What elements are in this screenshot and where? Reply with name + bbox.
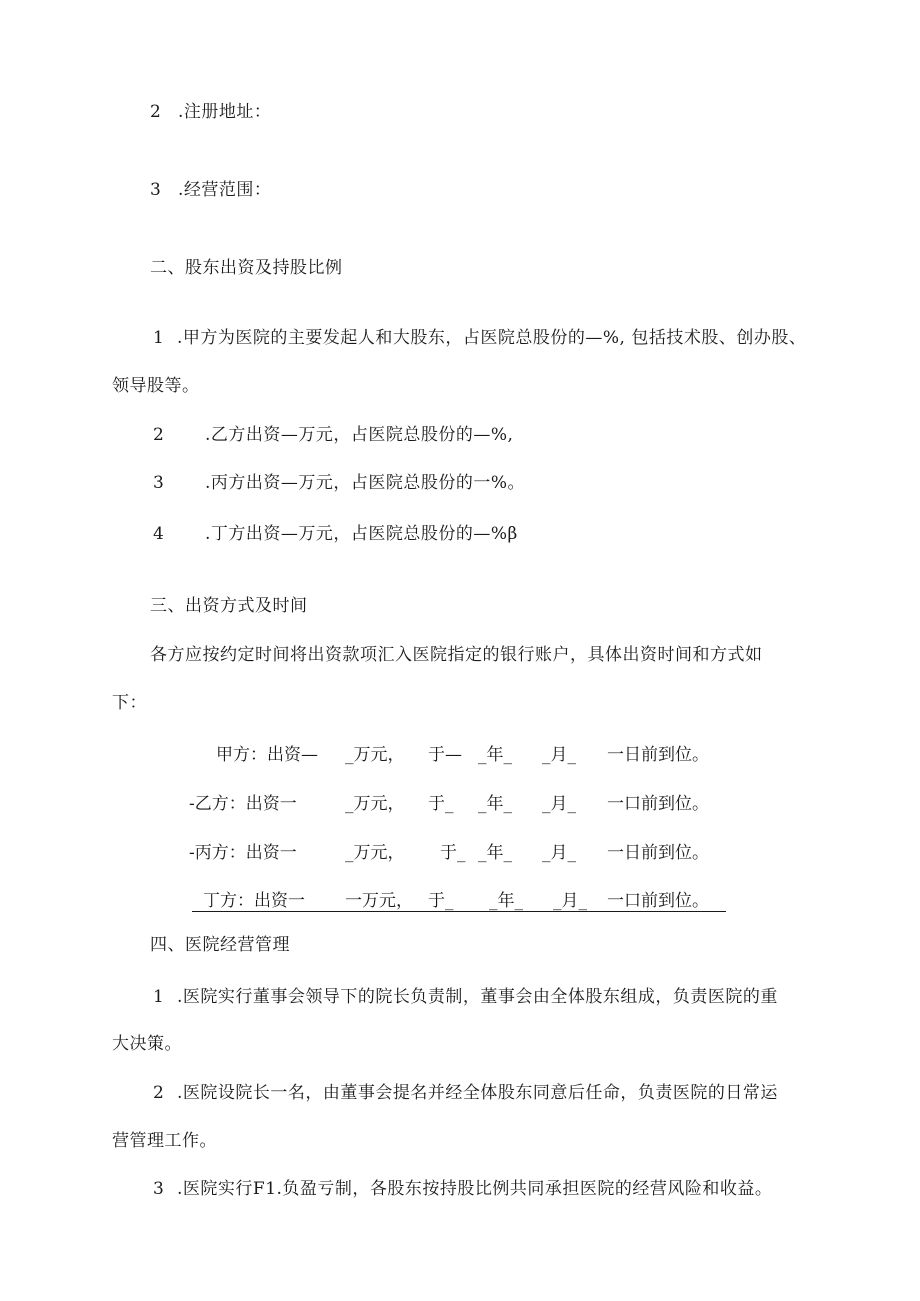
paragraph-1-line-1: [153, 326, 806, 350]
paragraph-2: [153, 423, 513, 447]
item-text: .乙方出资—万元，占医院总股份的—%,: [205, 425, 514, 445]
schedule-deadline: 一口前到位。: [607, 891, 709, 911]
schedule-party: 甲方：出资—: [216, 745, 318, 765]
item-text: .经营范围：: [178, 180, 272, 200]
schedule-yu: 于_: [428, 891, 454, 911]
item-number: 1: [153, 328, 165, 348]
item-text: .丙方出资—万元，占医院总股份的一%。: [205, 473, 526, 493]
section-heading-4: 四、医院经营管理: [150, 935, 290, 955]
item-number: 2: [150, 102, 162, 122]
schedule-yu: 于—: [428, 745, 462, 765]
item-number: 3: [153, 473, 165, 493]
schedule-party: -丙方：出资一: [189, 843, 297, 863]
section-heading-3: 三、出资方式及时间: [150, 596, 308, 616]
item-text: .医院设院长一名，由董事会提名并经全体股东同意后任命，负责医院的日常运: [177, 1083, 778, 1103]
schedule-year: _年_: [489, 891, 523, 911]
paragraph-5-line-2: 下：: [112, 693, 147, 713]
schedule-party: -乙方：出资一: [189, 794, 297, 814]
item-registered-address: [150, 100, 271, 124]
item-text: .甲方为医院的主要发起人和大股东，占医院总股份的—%, 包括技术股、创办股、: [177, 328, 807, 348]
item-text: .丁方出资—万元，占医院总股份的—%β: [205, 524, 518, 544]
schedule-amount: 一万元，: [345, 891, 413, 911]
management-item-2-line-1: [153, 1081, 778, 1105]
item-text: .医院实行董事会领导下的院长负责制，董事会由全体股东组成，负责医院的重: [177, 987, 778, 1007]
management-item-1-line-1: [153, 985, 778, 1009]
schedule-month: _月_: [542, 745, 576, 765]
schedule-deadline: 一日前到位。: [607, 745, 709, 765]
item-number: 1: [153, 987, 165, 1007]
schedule-yu: 于_: [440, 843, 466, 863]
schedule-deadline: 一日前到位。: [607, 843, 709, 863]
schedule-yu: 于_: [428, 794, 454, 814]
management-item-3: [153, 1177, 772, 1201]
item-business-scope: [150, 178, 271, 202]
schedule-year: _年_: [478, 843, 512, 863]
management-item-2-line-2: 营管理工作。: [112, 1131, 217, 1151]
item-text: .注册地址：: [178, 102, 272, 122]
schedule-amount: _万元，: [345, 794, 405, 814]
schedule-month: _月_: [553, 891, 587, 911]
schedule-amount: _万元，: [345, 843, 405, 863]
schedule-year: _年_: [478, 745, 512, 765]
item-text: .医院实行F1.负盈亏制，各股东按持股比例共同承担医院的经营风险和收益。: [177, 1179, 773, 1199]
paragraph-3: [153, 471, 525, 495]
item-number: 4: [153, 524, 165, 544]
schedule-party: 丁方：出资一: [203, 891, 305, 911]
schedule-month: _月_: [542, 843, 576, 863]
schedule-month: _月_: [542, 794, 576, 814]
item-number: 2: [153, 1083, 165, 1103]
schedule-year: _年_: [478, 794, 512, 814]
management-item-1-line-2: 大决策。: [112, 1034, 182, 1054]
section-heading-2: 二、股东出资及持股比例: [150, 258, 343, 278]
schedule-amount: _万元，: [345, 745, 405, 765]
paragraph-1-line-2: 领导股等。: [112, 376, 200, 396]
item-number: 3: [153, 1179, 165, 1199]
item-number: 2: [153, 425, 165, 445]
paragraph-4: [153, 522, 518, 546]
paragraph-5-line-1: 各方应按约定时间将出资款项汇入医院指定的银行账户，具体出资时间和方式如: [150, 645, 763, 665]
schedule-deadline: 一口前到位。: [607, 794, 709, 814]
item-number: 3: [150, 180, 162, 200]
